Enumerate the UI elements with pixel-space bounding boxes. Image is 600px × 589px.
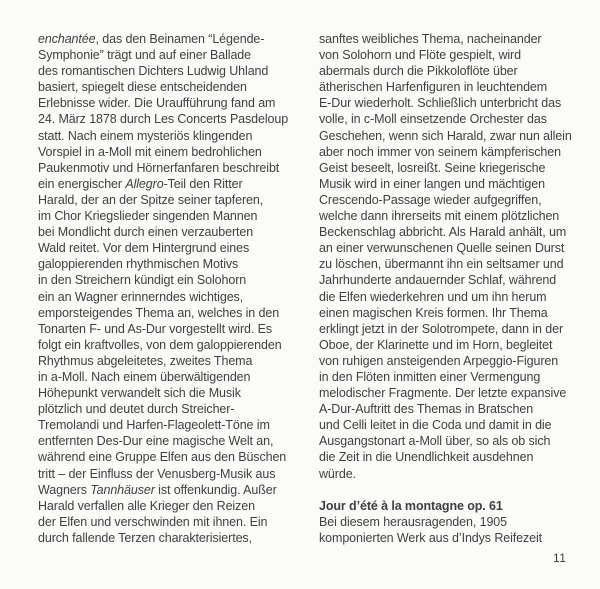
text-line: Bei diesem herausragenden, 1905 — [319, 514, 508, 529]
text-line: melodischer Fragmente. Der letzte expansive — [319, 386, 567, 401]
text-line: einen magischen Kreis formen. Ihr Thema — [319, 305, 548, 320]
text-line: an einer verwunschenen Quelle seinen Durst — [319, 241, 565, 256]
text-line: die Elfen wiederkehren und um ihn herum — [319, 289, 547, 304]
text-line: würde. — [319, 466, 356, 481]
text-line: basiert, spiegelt diese entscheidenden — [38, 80, 247, 95]
text-line: E-Dur wiederholt. Schließlich unterbricht das — [319, 96, 562, 111]
text-line: 24. März 1878 durch Les Concerts Pasdeloup — [38, 112, 289, 127]
text-line: Musik wird in einer langen und mächtigen — [319, 176, 545, 191]
text-line: in den Flöten inmitten einer Vermengung — [319, 369, 541, 384]
text-line: galoppierenden rhythmischen Motivs — [38, 257, 239, 272]
text-line: volle, in c-Moll einsetzende Orchester das — [319, 112, 547, 127]
text-line: tritt – der Einfluss der Venusberg-Musik aus — [38, 466, 276, 481]
text-line: Tremolandi und Harfen-Flageolett-Töne im — [38, 418, 270, 433]
text-line: und Celli leitet in die Coda und damit in die — [319, 418, 552, 433]
left-text-column — [38, 31, 313, 546]
text-line: Rhythmus abgeleitetes, zweites Thema — [38, 353, 253, 368]
text-line: komponierten Werk aus d’Indys Reifezeit — [319, 530, 543, 545]
text-line: Tonarten F- und As-Dur vorgestellt wird. Es — [38, 321, 272, 336]
text-line: Vorspiel in a-Moll mit einem bedrohlichen — [38, 144, 262, 159]
text-line: Ausgangstonart a-Moll über, so als ob sich — [319, 434, 551, 449]
text-line: von Solohorn und Flöte gespielt, wird — [319, 48, 521, 63]
text-line: Jour d’été à la montagne op. 61 — [319, 498, 503, 513]
text-line: A-Dur-Auftritt des Themas in Bratschen — [319, 402, 534, 417]
text-line: sanftes weibliches Thema, nacheinander — [319, 32, 542, 46]
text-line: während eine Gruppe Elfen aus den Büschen — [38, 450, 287, 465]
text-line: abermals durch die Pikkoloflöte über — [319, 64, 518, 79]
text-line: Crescendo-Passage wieder aufgegriffen, — [319, 192, 542, 207]
text-line: ein energischer Allegro-Teil den Ritter — [38, 176, 243, 191]
text-line: Wald reitet. Vor dem Hintergrund eines — [38, 241, 250, 256]
text-line: entfernten Des-Dur eine magische Welt an, — [38, 434, 274, 449]
text-line: welche dann ihrerseits mit einem plötzlichen — [319, 209, 560, 224]
text-line: Paukenmotiv und Hörnerfanfaren beschreibt — [38, 160, 280, 175]
text-line — [319, 482, 581, 498]
text-line: Geschehen, wenn sich Harald, zwar nun allein — [319, 128, 572, 143]
text-line: Wagners Tannhäuser ist offenkundig. Außer — [38, 482, 277, 497]
text-line: in den Streichern kündigt ein Solohorn — [38, 273, 247, 288]
text-line: durch fallende Terzen charakterisiertes, — [38, 530, 252, 545]
text-line: aber noch immer von seinem kämpferischen — [319, 144, 561, 159]
text-line: emporsteigendes Thema an, welches in den — [38, 305, 280, 320]
text-line: die Zeit in die Unendlichkeit ausdehnen — [319, 450, 534, 465]
page-number: 11 — [553, 551, 567, 565]
text-line: bei Mondlicht durch einen verzauberten — [38, 225, 254, 240]
text-line: Oboe, der Klarinette und im Horn, begleitet — [319, 337, 553, 352]
text-line: Geist beseelt, losreißt. Seine kriegerische — [319, 160, 546, 175]
text-line: folgt ein kraftvolles, von dem galoppierenden — [38, 337, 282, 352]
right-text-column — [319, 31, 581, 546]
text-line: ein an Wagner erinnerndes wichtiges, — [38, 289, 244, 304]
text-line: Harald verfallen alle Krieger den Reizen — [38, 498, 255, 513]
text-line: Erlebnisse wider. Die Uraufführung fand am — [38, 96, 276, 111]
text-line: in a-Moll. Nach einem überwältigenden — [38, 369, 251, 384]
text-line: ätherischen Harfenfiguren in leuchtendem — [319, 80, 548, 95]
text-line: im Chor Kriegslieder singenden Mannen — [38, 209, 258, 224]
text-line: der Elfen und verschwinden mit ihnen. Ein — [38, 514, 268, 529]
text-line: Beckenschlag abbricht. Als Harald anhält, um — [319, 225, 567, 240]
text-line: zu löschen, übermannt ihn ein seltsamer und — [319, 257, 564, 272]
text-line: enchantée, das den Beinamen “Légende- — [38, 32, 265, 46]
text-line: Harald, der an der Spitze seiner tapferen, — [38, 192, 264, 207]
text-line: Jahrhunderte andauernder Schlaf, während — [319, 273, 557, 288]
text-line: Symphonie” trägt und auf einer Ballade — [38, 48, 252, 63]
text-line: von ruhigen ansteigenden Arpeggio-Figuren — [319, 353, 559, 368]
text-line: des romantischen Dichters Ludwig Uhland — [38, 64, 269, 79]
text-line: Höhepunkt verwandelt sich die Musik — [38, 386, 241, 401]
text-line: statt. Nach einem mysteriös klingenden — [38, 128, 253, 143]
text-line: plötzlich und deutet durch Streicher- — [38, 402, 235, 417]
text-line: erklingt jetzt in der Solotrompete, dann in der — [319, 321, 564, 336]
